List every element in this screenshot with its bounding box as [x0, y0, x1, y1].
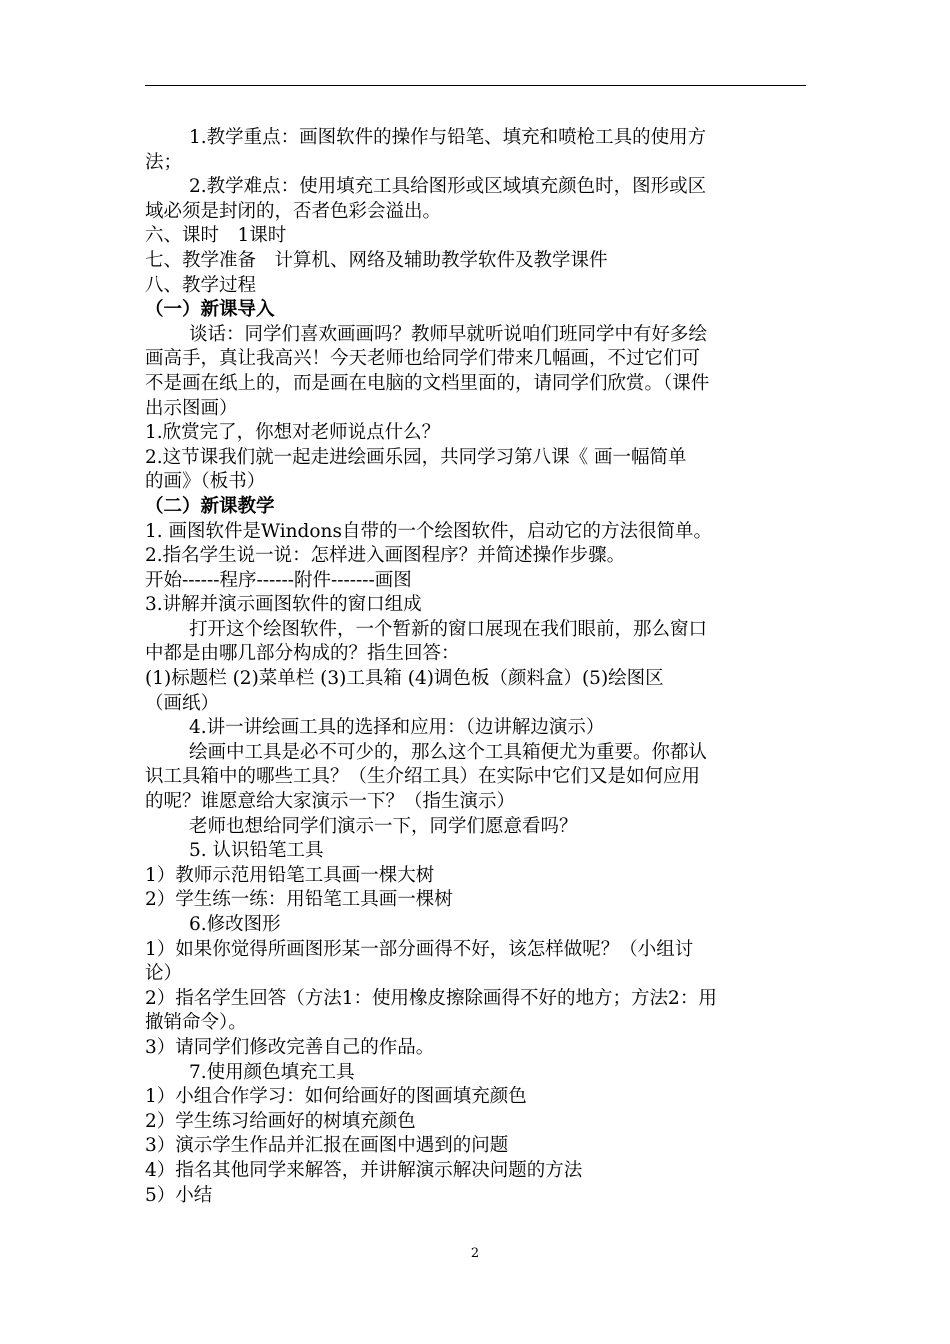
text-line: 1. 画图软件是Windons自带的一个绘图软件，启动它的方法很简单。	[145, 520, 712, 542]
text-line: 识工具箱中的哪些工具？（生介绍工具）在实际中它们又是如何应用	[145, 766, 701, 788]
text-line: 域必须是封闭的，否者色彩会溢出。	[145, 200, 442, 222]
text-line: 2.教学难点：使用填充工具给图形或区域填充颜色时，图形或区	[189, 176, 707, 198]
text-line: 谈话：同学们喜欢画画吗？教师早就听说咱们班同学中有好多绘	[189, 323, 708, 345]
text-line: 1）教师示范用铅笔工具画一棵大树	[145, 864, 435, 886]
text-line: 3）请同学们修改完善自己的作品。	[145, 1036, 435, 1058]
text-line: 5. 认识铅笔工具	[189, 840, 324, 862]
text-line: 的画》（板书）	[145, 471, 266, 493]
text-line: 中都是由哪几部分构成的？指生回答：	[145, 643, 460, 665]
text-line: （画纸）	[145, 692, 220, 714]
text-line: 出示图画）	[145, 397, 238, 419]
text-line: 1.教学重点：画图软件的操作与铅笔、填充和喷枪工具的使用方	[189, 127, 707, 148]
text-line: 2）指名学生回答（方法1：使用橡皮擦除画得不好的地方；方法2：用	[145, 987, 717, 1009]
text-line: 2.指名学生说一说：怎样进入画图程序？并简述操作步骤。	[145, 545, 626, 567]
text-line: 7.使用颜色填充工具	[189, 1061, 355, 1083]
page-number: 2	[470, 1246, 480, 1261]
text-line: 老师也想给同学们演示一下，同学们愿意看吗？	[189, 815, 578, 837]
text-line: 1）小组合作学习：如何给画好的图画填充颜色	[145, 1086, 527, 1108]
text-line: 七、教学准备 计算机、网络及辅助教学软件及教学课件	[145, 249, 608, 271]
text-line: 4）指名其他同学来解答，并讲解演示解决问题的方法	[145, 1159, 583, 1181]
text-line: 绘画中工具是必不可少的，那么这个工具箱便尤为重要。你都认	[189, 741, 708, 763]
text-line: 6.修改图形	[189, 914, 281, 935]
text-line: 2.这节课我们就一起走进绘画乐园，共同学习第八课《 画一幅简单	[145, 446, 687, 468]
text-line: 八、教学过程	[145, 274, 257, 296]
text-line: 2）学生练习给画好的树填充颜色	[145, 1110, 416, 1132]
text-line: 六、课时 1课时	[145, 225, 287, 247]
text-line: 不是画在纸上的，而是画在电脑的文档里面的，请同学们欣赏。（课件	[145, 372, 710, 394]
text-line: 4.讲一讲绘画工具的选择和应用：（边讲解边演示）	[189, 717, 605, 739]
header-rule	[145, 85, 806, 86]
text-line: 1.欣赏完了，你想对老师说点什么？	[145, 422, 441, 444]
text-line: 的呢？谁愿意给大家演示一下？（指生演示）	[145, 791, 516, 813]
section-heading: （一）新课导入	[145, 299, 275, 321]
text-line: 法；	[145, 151, 183, 173]
section-heading: （二）新课教学	[145, 495, 275, 517]
text-line: 3.讲解并演示画图软件的窗口组成	[145, 594, 422, 616]
document-body	[145, 126, 806, 1208]
text-line: 打开这个绘图软件，一个暂新的窗口展现在我们眼前，那么窗口	[189, 618, 708, 640]
text-line: 2）学生练一练：用铅笔工具画一棵树	[145, 889, 453, 911]
text-line: 1）如果你觉得所画图形某一部分画得不好，该怎样做呢？（小组讨	[145, 938, 694, 960]
text-line: 撤销命令）。	[145, 1012, 247, 1034]
text-line: 画高手，真让我高兴！今天老师也给同学们带来几幅画，不过它们可	[145, 348, 701, 370]
text-line: 3）演示学生作品并汇报在画图中遇到的问题	[145, 1135, 509, 1157]
text-line: 5）小结	[145, 1184, 213, 1206]
text-line: 开始------程序------附件-------画图	[145, 569, 412, 591]
text-line: (1)标题栏 (2)菜单栏 (3)工具箱 (4)调色板（颜料盒）(5)绘图区	[145, 668, 664, 690]
text-line: 论）	[145, 963, 183, 985]
